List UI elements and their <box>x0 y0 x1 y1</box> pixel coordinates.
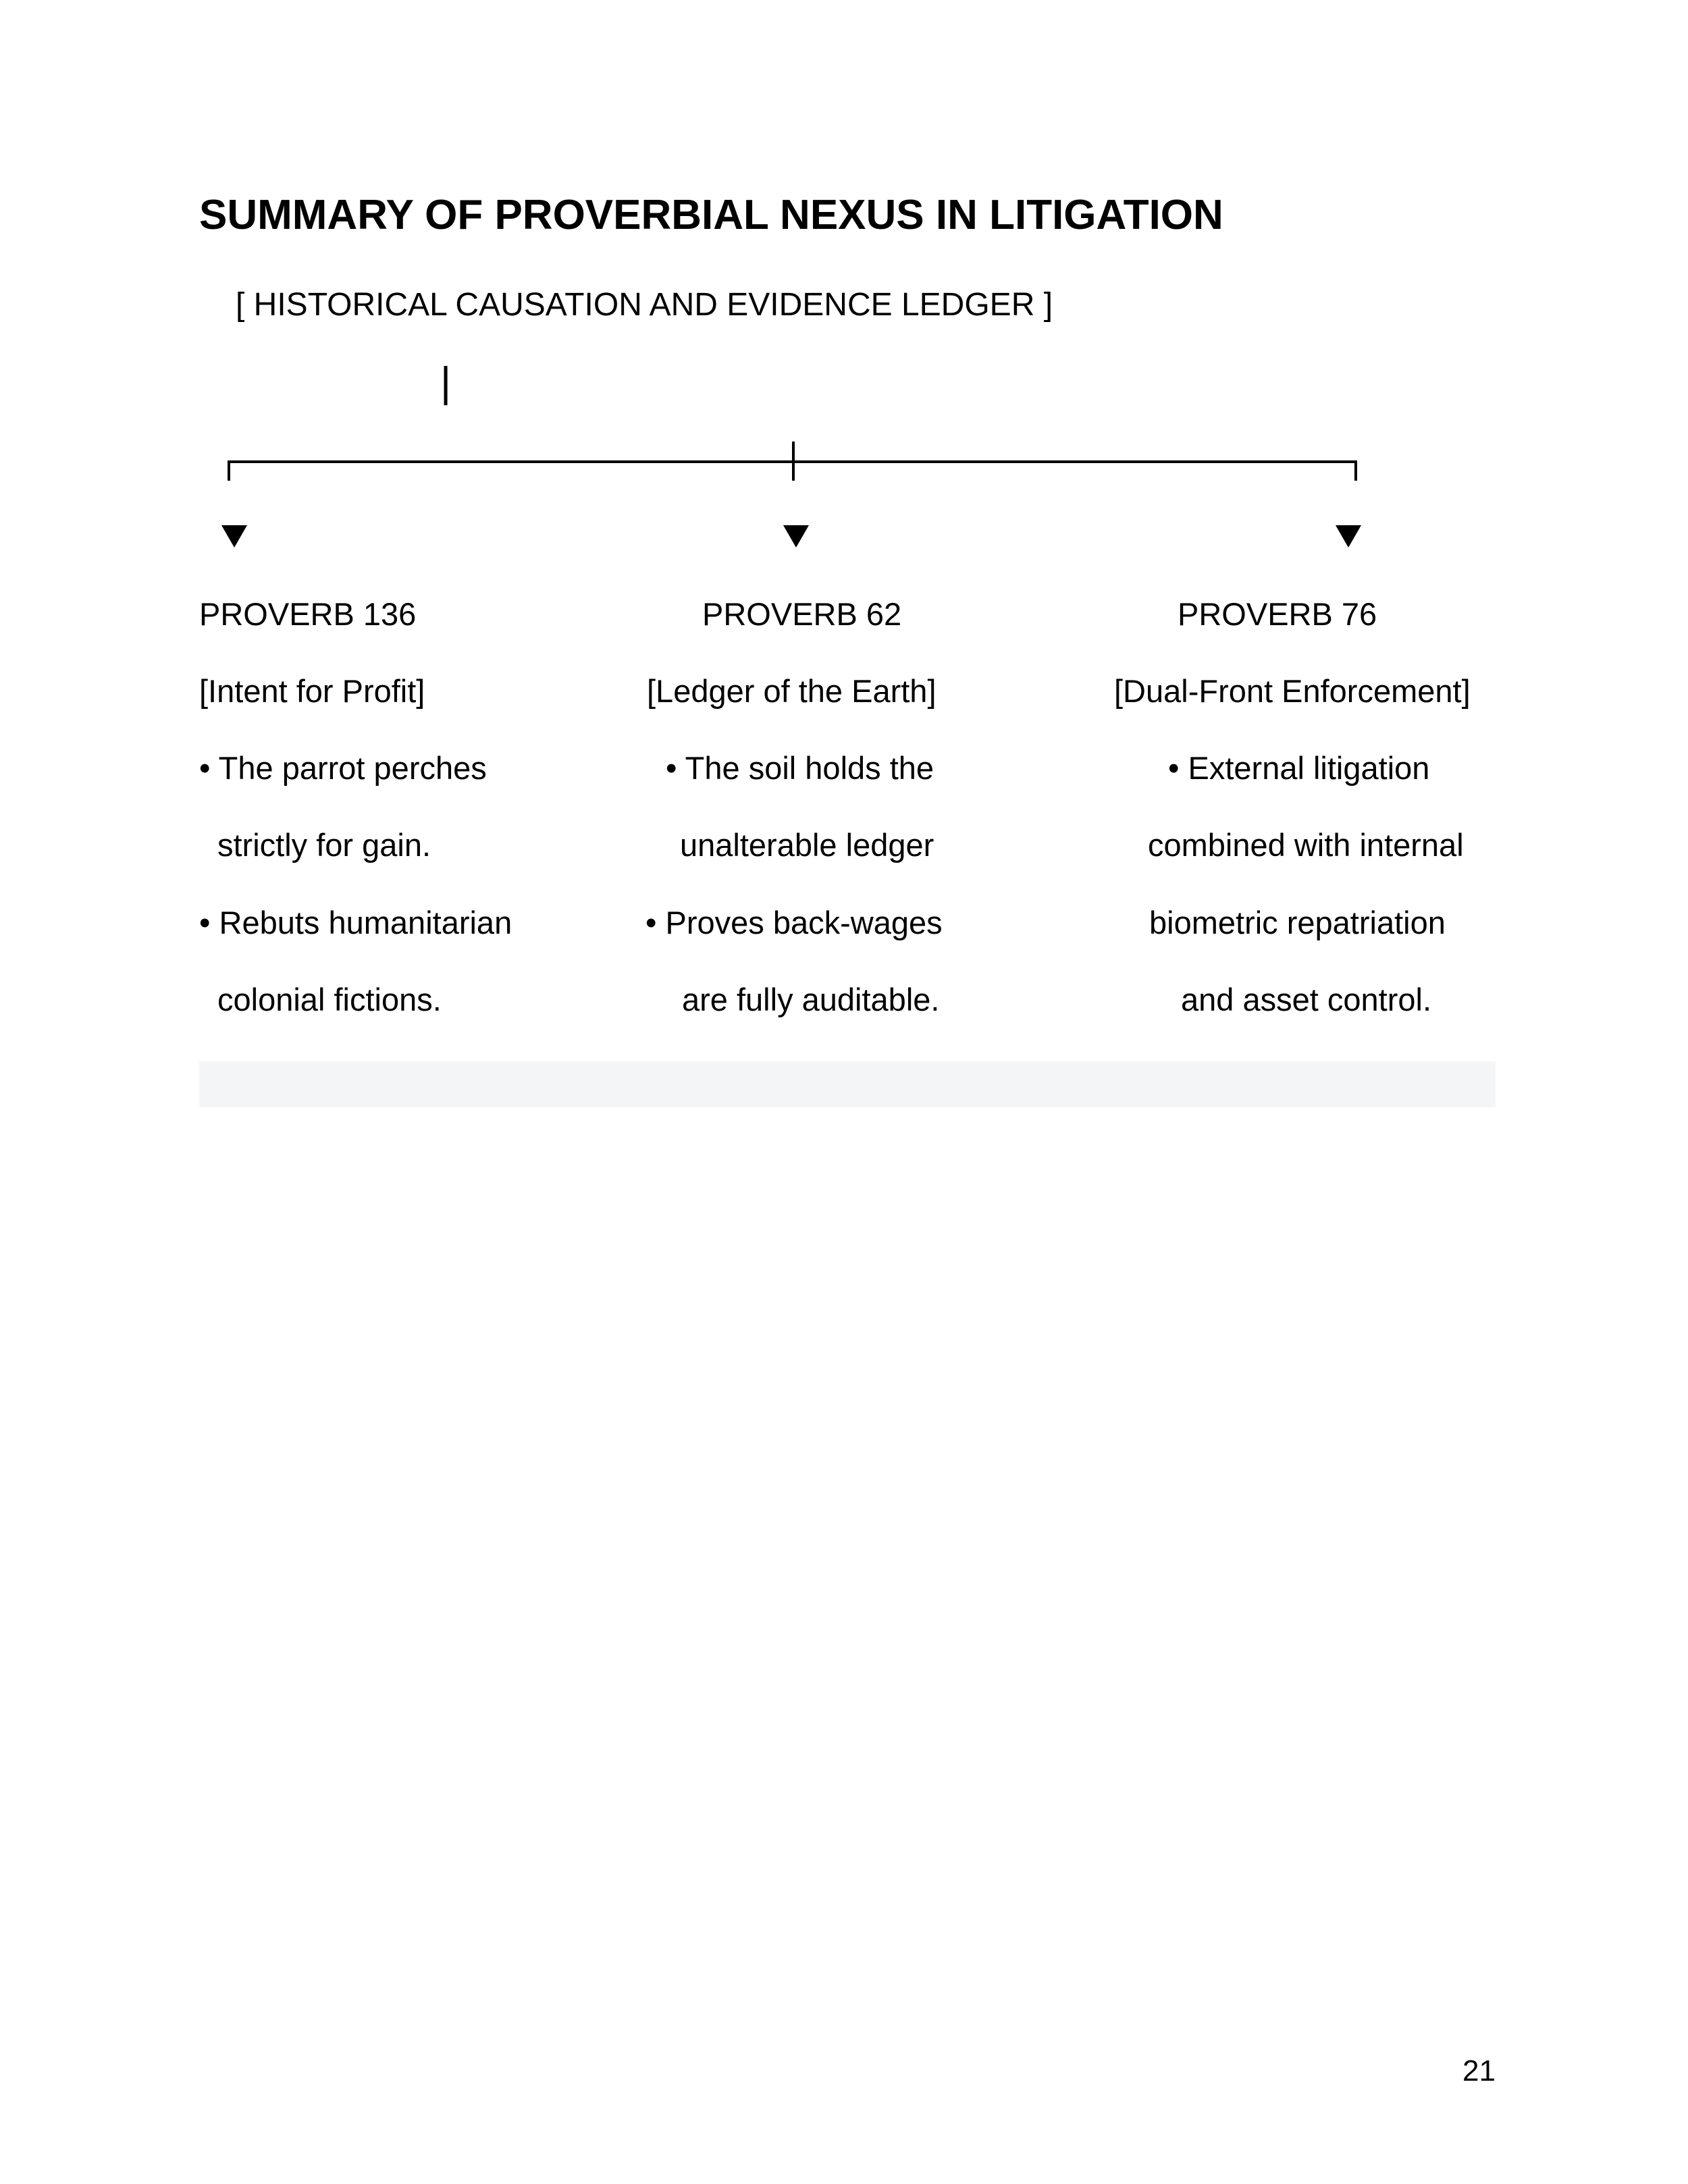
arrow-down-icon <box>1336 525 1361 548</box>
column-1-line: colonial fictions. <box>217 982 442 1017</box>
column-3-line: biometric repatriation <box>1149 905 1446 940</box>
tree-left-drop <box>228 460 230 481</box>
subtitle: [ HISTORICAL CAUSATION AND EVIDENCE LEDGER ] <box>236 287 1053 323</box>
column-3-heading: PROVERB 76 <box>1178 596 1377 632</box>
tree-center-stem <box>792 442 795 481</box>
connector-symbol: | <box>440 359 452 406</box>
column-3-line: and asset control. <box>1181 982 1431 1017</box>
arrow-down-icon <box>221 525 247 548</box>
shaded-band <box>199 1061 1496 1107</box>
column-1-line: • The parrot perches <box>199 750 487 786</box>
page-number: 21 <box>1462 2054 1496 2087</box>
column-1-line: strictly for gain. <box>217 827 431 863</box>
column-1-tag: [Intent for Profit] <box>199 673 425 709</box>
column-3-tag: [Dual-Front Enforcement] <box>1114 673 1471 709</box>
column-1-line: • Rebuts humanitarian <box>199 905 512 940</box>
column-1-heading: PROVERB 136 <box>199 596 417 632</box>
arrow-down-icon <box>783 525 809 548</box>
column-3-line: • External litigation <box>1168 750 1430 786</box>
tree-right-drop <box>1354 460 1357 481</box>
column-2-tag: [Ledger of the Earth] <box>647 673 937 709</box>
column-2-line: are fully auditable. <box>682 982 940 1017</box>
column-3-line: combined with internal <box>1148 827 1464 863</box>
page-title: SUMMARY OF PROVERBIAL NEXUS IN LITIGATION <box>199 192 1223 238</box>
column-2-line: unalterable ledger <box>680 827 934 863</box>
column-2-line: • The soil holds the <box>666 750 934 786</box>
column-2-heading: PROVERB 62 <box>702 596 902 632</box>
column-2-line: • Proves back-wages <box>645 905 943 940</box>
